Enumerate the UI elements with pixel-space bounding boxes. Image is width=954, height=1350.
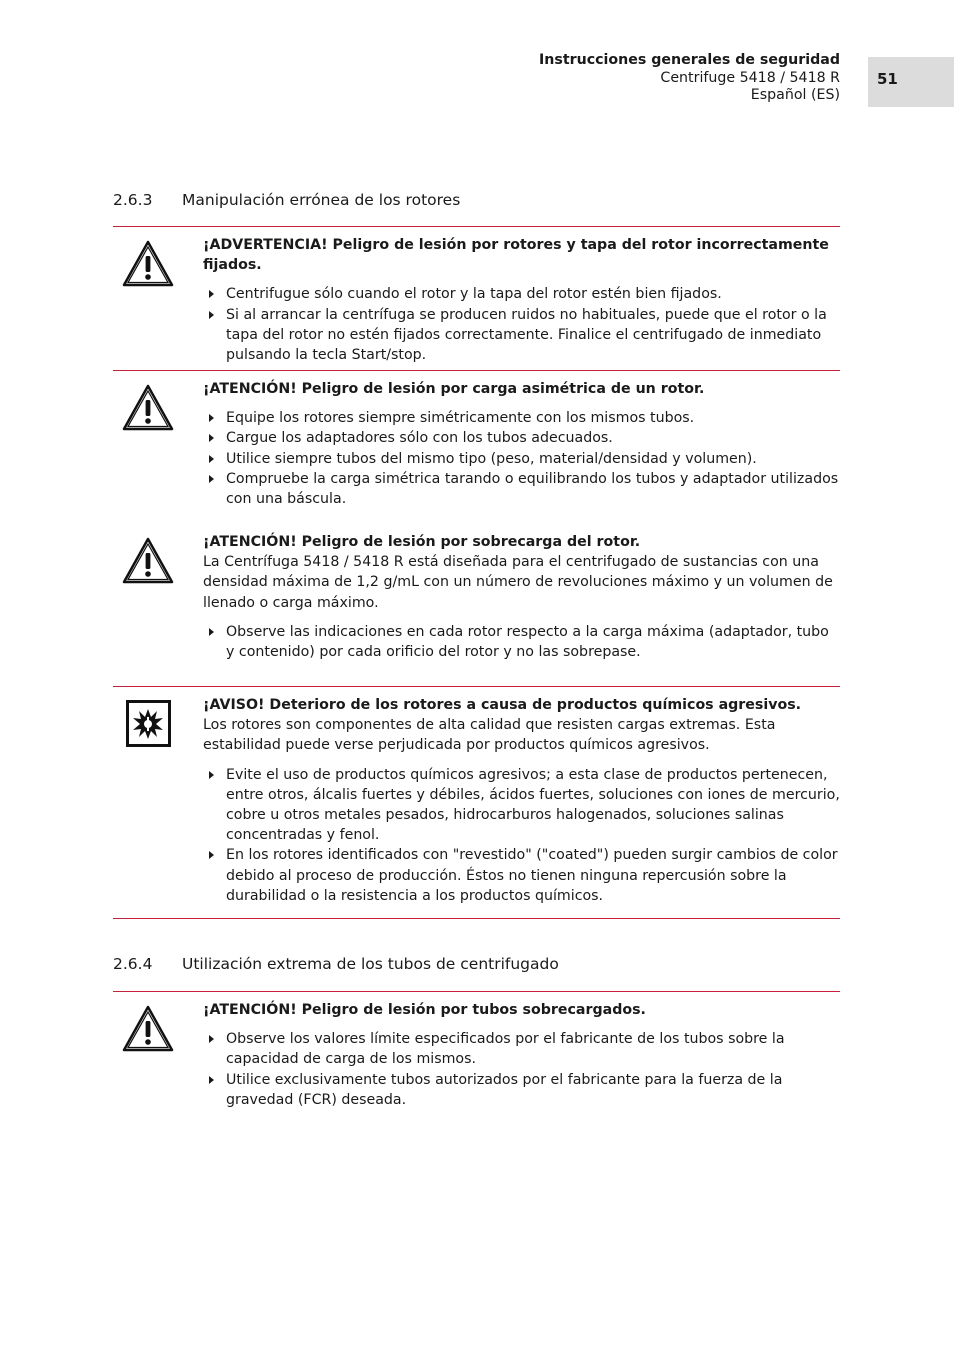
caution-block-asymmetric-load xyxy=(203,379,840,509)
notice-title: ¡AVISO! Deterioro de los rotores a causa de productos químicos agresivos. xyxy=(203,697,802,713)
list-item: Compruebe la carga simétrica tarando o equilibrando los tubos y adaptador utilizados con una báscula. xyxy=(203,469,840,509)
instruction-list xyxy=(203,408,840,509)
list-item: Observe las indicaciones en cada rotor respecto a la carga máxima (adaptador, tubo y contenido) por cada orificio del rotor y no las sobrepase. xyxy=(203,622,840,662)
warning-triangle-icon xyxy=(121,536,175,590)
list-item: Cargue los adaptadores sólo con los tubos adecuados. xyxy=(203,428,840,448)
list-item: Evite el uso de productos químicos agresivos; a esta clase de productos pertenecen, entre otros, álcalis fuertes y débiles, ácidos fuertes, soluciones con iones de mercurio, cobre u otros metales pesados, hidrocarburos halogenados, soluciones salinas concentradas y fenol. xyxy=(203,765,840,846)
divider xyxy=(113,991,840,992)
list-item: Utilice siempre tubos del mismo tipo (peso, material/densidad y volumen). xyxy=(203,449,840,469)
list-item: Equipe los rotores siempre simétricamente con los mismos tubos. xyxy=(203,408,840,428)
list-item: Utilice exclusivamente tubos autorizados por el fabricante para la fuerza de la gravedad (FCR) deseada. xyxy=(203,1070,840,1110)
divider xyxy=(113,370,840,371)
notice-text: Los rotores son componentes de alta calidad que resisten cargas extremas. Esta estabilidad puede verse perjudicada por productos químicos agresivos. xyxy=(203,717,776,754)
section-heading-2-6-3 xyxy=(113,191,460,209)
section-number: 2.6.4 xyxy=(113,955,153,973)
divider xyxy=(113,226,840,227)
list-item: Centrifugue sólo cuando el rotor y la tapa del rotor estén bien fijados. xyxy=(203,284,840,304)
caution-text: La Centrífuga 5418 / 5418 R está diseñada para el centrifugado de sustancias con una densidad máxima de 1,2 g/mL con un número de revoluciones máximo y un volumen de llenado o carga máximo. xyxy=(203,554,833,611)
caution-block-overloaded-tubes xyxy=(203,1000,840,1110)
page-number: 51 xyxy=(868,57,954,107)
warning-triangle-icon xyxy=(121,383,175,437)
header-language: Español (ES) xyxy=(750,87,840,103)
warning-block-rotor-fixing xyxy=(203,235,840,365)
section-number: 2.6.3 xyxy=(113,191,153,209)
list-item: Si al arrancar la centrífuga se producen ruidos no habituales, puede que el rotor o la tapa del rotor no estén fijados correctamente. Finalice el centrifugado de inmediato pulsando la tecla Start/stop. xyxy=(203,305,840,366)
caution-title: ¡ATENCIÓN! Peligro de lesión por sobrecarga del rotor. xyxy=(203,534,641,550)
section-title: Manipulación errónea de los rotores xyxy=(182,191,461,209)
divider xyxy=(113,686,840,687)
header-section-title: Instrucciones generales de seguridad xyxy=(539,52,840,68)
section-title: Utilización extrema de los tubos de centrifugado xyxy=(182,955,559,973)
instruction-list xyxy=(203,284,840,365)
caution-block-rotor-overload xyxy=(203,532,840,662)
warning-triangle-icon xyxy=(121,239,175,293)
warning-title: ¡ADVERTENCIA! Peligro de lesión por rotores y tapa del rotor incorrectamente fijados. xyxy=(203,237,829,274)
header-product: Centrifuge 5418 / 5418 R xyxy=(660,69,840,86)
caution-title: ¡ATENCIÓN! Peligro de lesión por tubos sobrecargados. xyxy=(203,1002,646,1018)
damage-notice-icon xyxy=(126,700,171,751)
instruction-list xyxy=(203,765,840,906)
caution-title: ¡ATENCIÓN! Peligro de lesión por carga asimétrica de un rotor. xyxy=(203,381,705,397)
instruction-list xyxy=(203,622,840,662)
section-heading-2-6-4 xyxy=(113,955,559,973)
list-item: En los rotores identificados con "revestido" ("coated") pueden surgir cambios de color debido al proceso de producción. Éstos no tienen ninguna repercusión sobre la durabilidad o la resistencia a los productos químicos. xyxy=(203,845,840,906)
notice-block-chemicals xyxy=(203,695,840,906)
warning-triangle-icon xyxy=(121,1004,175,1058)
divider xyxy=(113,918,840,919)
running-header xyxy=(539,52,840,105)
instruction-list xyxy=(203,1029,840,1110)
list-item: Observe los valores límite especificados por el fabricante de los tubos sobre la capacidad de carga de los mismos. xyxy=(203,1029,840,1069)
